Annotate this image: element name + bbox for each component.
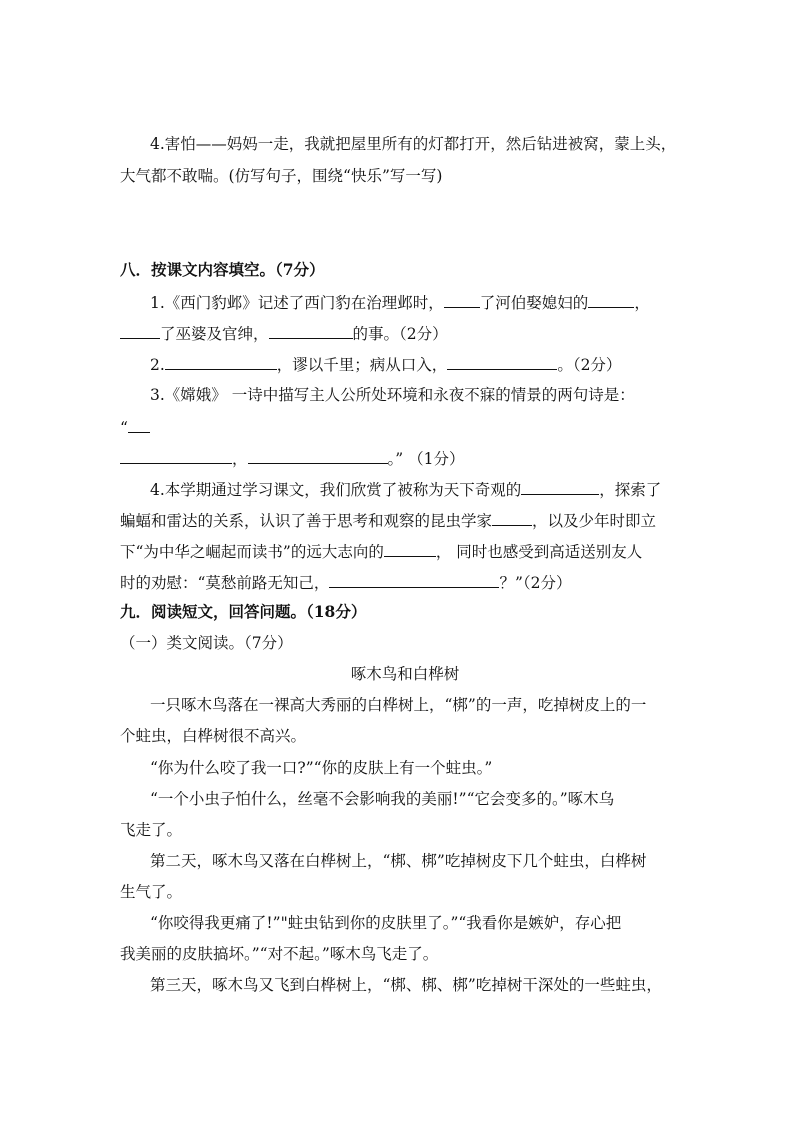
q2-text-a: 2.	[150, 356, 165, 374]
story-paragraph-4-line1: 第二天，啄木鸟又落在白桦树上，“梆、梆”吃掉树皮下几个蛀虫，白桦树	[150, 852, 647, 870]
q3-text-c: 。” （1分）	[387, 450, 465, 468]
answer-blank[interactable]	[329, 571, 499, 588]
q1-text-c: ，	[634, 294, 650, 312]
q1-text-e: 的事。（2分）	[352, 325, 448, 343]
story-paragraph-2: “你为什么咬了我一口?”“你的皮肤上有一个蛀虫。”	[150, 759, 493, 777]
q2-text-c: 。（2分）	[557, 356, 622, 374]
sec8-q4-line4	[120, 571, 690, 593]
answer-blank[interactable]	[165, 353, 277, 370]
sec8-q2	[150, 353, 690, 375]
answer-blank[interactable]	[269, 322, 353, 339]
q1-text-a: 1.《西门豹邺》记述了西门豹在治理邺时，	[150, 294, 444, 312]
q7-4-line2: 大气都不敢喘。(仿写句子，围绕“快乐”写一写)	[120, 167, 443, 185]
sec8-q3-line3	[120, 447, 690, 469]
story-paragraph-4-line2: 生气了。	[120, 883, 183, 901]
answer-blank[interactable]	[120, 447, 232, 464]
sec8-q3-line1: 3.《嫦娥》 一诗中描写主人公所处环境和永夜不寐的情景的两句诗是：	[150, 386, 635, 404]
q3-quote: “	[120, 419, 128, 437]
answer-blank[interactable]	[120, 322, 160, 339]
section-9-heading: 九．阅读短文，回答问题。（18分）	[120, 602, 367, 621]
q1-text-b: 了河伯娶媳妇的	[479, 294, 589, 312]
answer-blank[interactable]	[492, 509, 532, 526]
story-title: 啄木鸟和白桦树	[350, 665, 460, 683]
q4-text-a: 4.本学期通过学习课文，我们欣赏了被称为天下奇观的	[150, 481, 522, 499]
sec8-q1-line2	[120, 322, 690, 344]
q4-text-c: 蝙蝠和雷达的关系，认识了善于思考和观察的昆虫学家	[120, 512, 493, 530]
sec8-q4-line1	[150, 478, 690, 500]
answer-blank[interactable]	[384, 540, 436, 557]
q4-text-d: ，以及少年时即立	[532, 512, 657, 530]
q4-text-h: ？”（2分）	[499, 574, 572, 592]
q1-text-d: 了巫婆及官绅，	[160, 325, 269, 343]
section-8-heading: 八．按课文内容填空。（7分）	[120, 260, 325, 279]
answer-blank[interactable]	[248, 447, 388, 464]
q7-4-line1: 4.害怕——妈妈一走，我就把屋里所有的灯都打开，然后钻进被窝，蒙上头，	[150, 135, 677, 153]
story-paragraph-3-line1: “一个小虫子怕什么，丝毫不会影响我的美丽!”“它会变多的。”啄木乌	[150, 790, 615, 808]
answer-blank[interactable]	[128, 416, 150, 433]
sec8-q4-line3	[120, 540, 690, 562]
q4-text-e: 下“为中华之崛起而读书”的远大志向的	[120, 543, 384, 561]
story-paragraph-3-line2: 飞走了。	[120, 821, 183, 839]
answer-blank[interactable]	[447, 353, 557, 370]
q4-text-b: ，探索了	[599, 481, 662, 499]
q4-text-g: 时的劝慰：“莫愁前路无知己，	[120, 574, 330, 592]
answer-blank[interactable]	[444, 291, 480, 308]
q4-text-f: ， 同时也感受到高适送别友人	[435, 543, 643, 561]
story-paragraph-1-line2: 个蛀虫，白桦树很不高兴。	[120, 727, 307, 745]
section-9-subheading: （一）类文阅读。（7分）	[120, 634, 293, 652]
q3-text-b: ，	[232, 450, 248, 468]
story-paragraph-1-line1: 一只啄木鸟落在一裸高大秀丽的白桦树上，“梆”的一声，吃掉树皮上的一	[150, 696, 647, 714]
sec8-q3-line2	[120, 416, 690, 438]
story-paragraph-5-line1: “你咬得我更痛了!”"蛀虫钻到你的皮肤里了。”“我看你是嫉妒，存心把	[150, 914, 622, 932]
q2-text-b: ，谬以千里；病从口入，	[276, 356, 448, 374]
sec8-q4-line2	[120, 509, 690, 531]
story-paragraph-6-line1: 第三天，啄木鸟又飞到白桦树上，“梆、梆、梆”吃掉树干深处的一些蛀虫，	[150, 976, 662, 994]
story-paragraph-5-line2: 我美丽的皮肤搞坏。”“对不起。”啄木鸟飞走了。	[120, 945, 439, 963]
answer-blank[interactable]	[521, 478, 599, 495]
answer-blank[interactable]	[588, 291, 634, 308]
sec8-q1-line1	[150, 291, 690, 313]
